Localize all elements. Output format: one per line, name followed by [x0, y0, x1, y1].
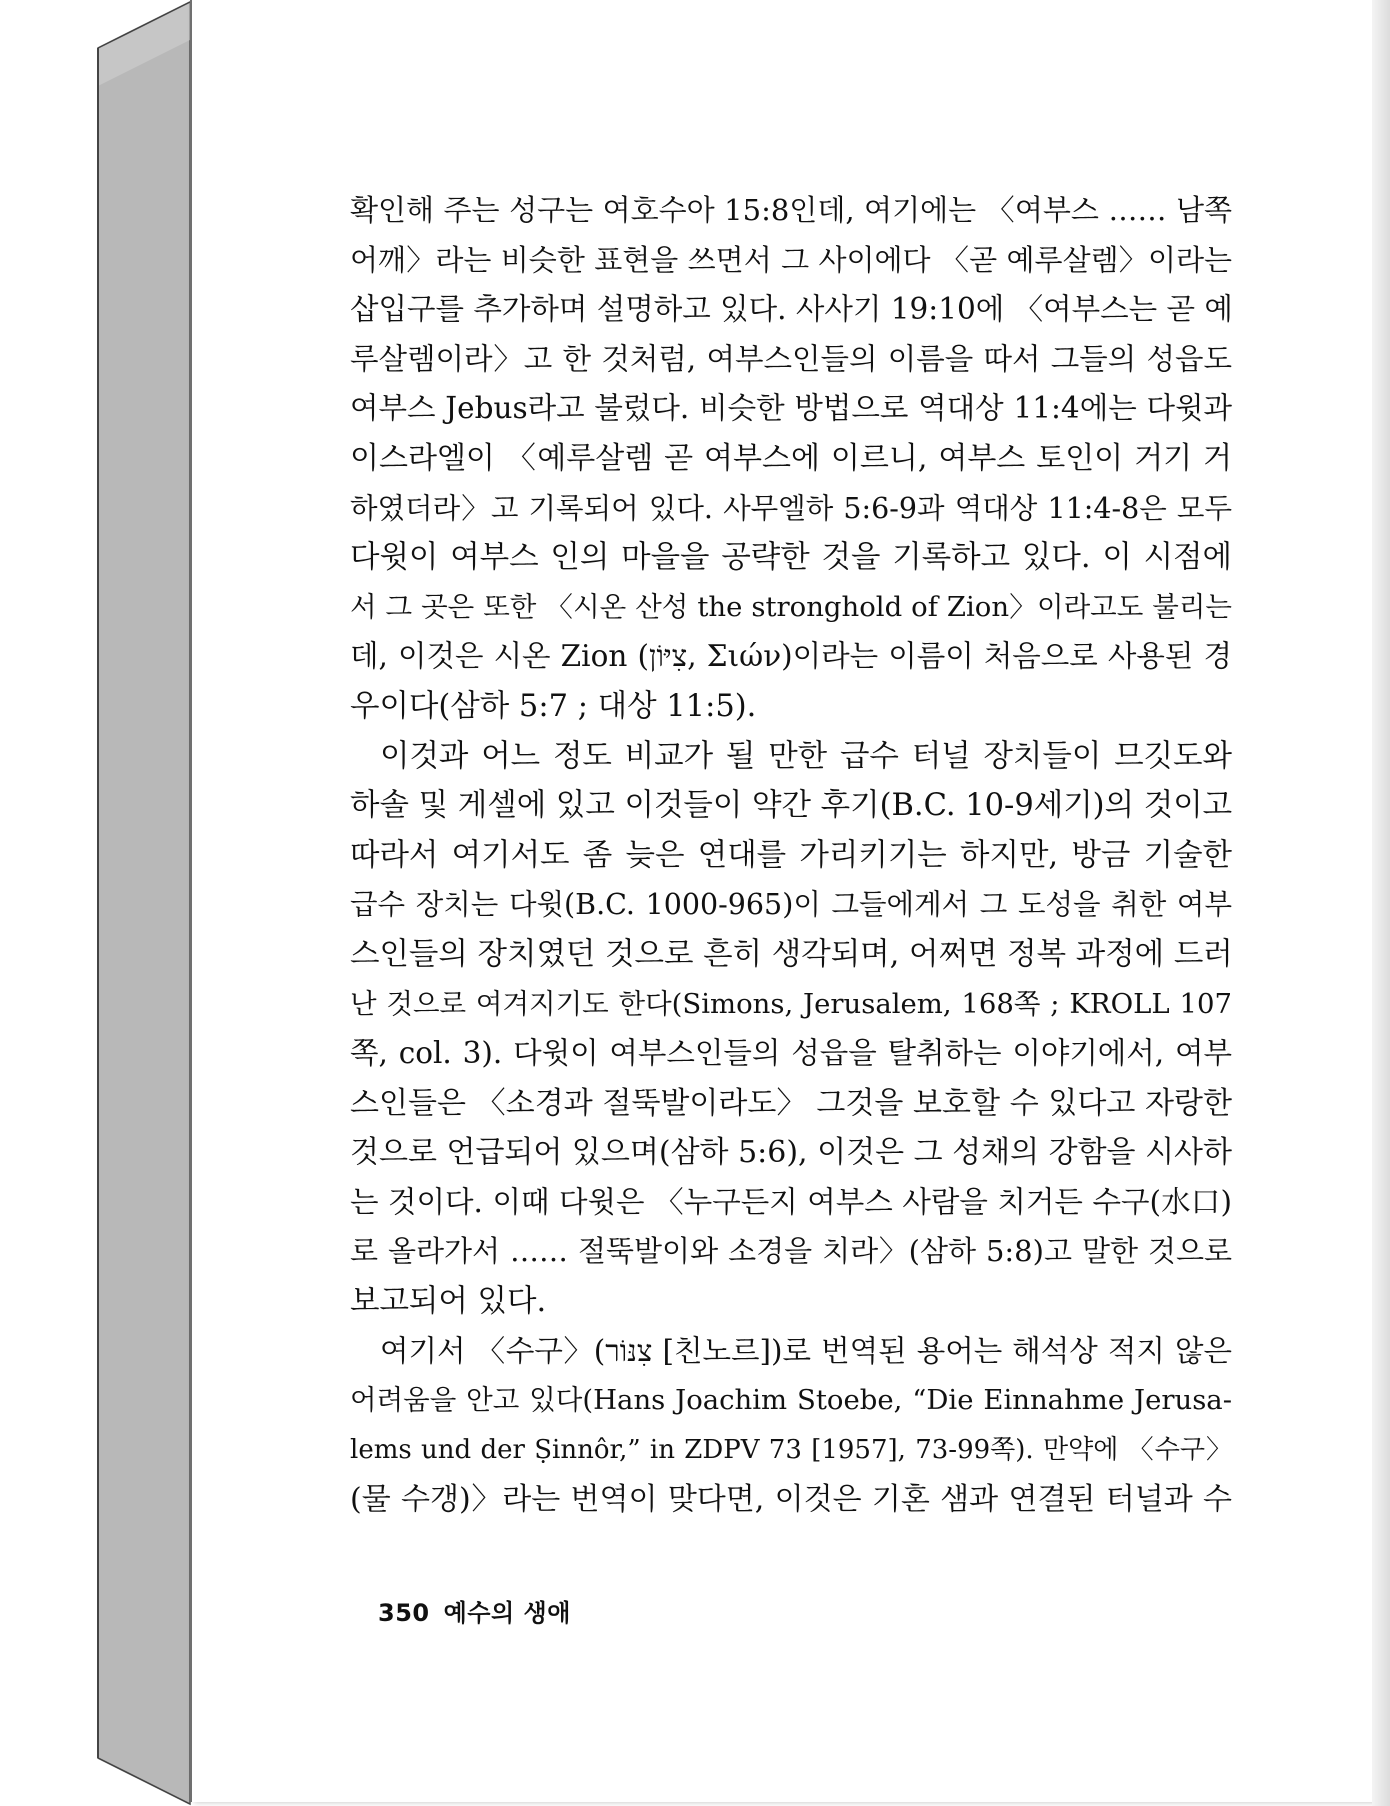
- text-line: 쪽, col. 3). 다윗이 여부스인들의 성읍을 탈취하는 이야기에서, 여부: [350, 1036, 1232, 1071]
- text-line: lems und der Ṣinnôr,” in ZDPV 73 [1957], 73-99쪽). 만약에 〈수구〉: [350, 1434, 1232, 1465]
- text-line: (물 수갱)〉라는 번역이 맞다면, 이것은 기혼 샘과 연결된 터널과 수: [350, 1482, 1232, 1518]
- text-line: 여부스 Jebus라고 불렀다. 비슷한 방법으로 역대상 11:4에는 다윗과: [350, 391, 1232, 426]
- text-line: 이스라엘이 〈예루살렘 곧 여부스에 이르니, 여부스 토인이 거기 거: [350, 440, 1232, 476]
- text-line: 확인해 주는 성구는 여호수아 15:8인데, 여기에는 〈여부스 …… 남쪽: [350, 193, 1232, 227]
- page-number: 350: [378, 1599, 430, 1627]
- text-line: 난 것으로 여겨지기도 한다(Simons, Jerusalem, 168쪽 ; KROLL 107: [350, 987, 1232, 1020]
- text-line: 다윗이 여부스 인의 마을을 공략한 것을 기록하고 있다. 이 시점에: [350, 540, 1232, 576]
- text-line: 로 올라가서 …… 절뚝발이와 소경을 치라〉(삼하 5:8)고 말한 것으로: [350, 1234, 1232, 1269]
- text-line: 하솔 및 게셀에 있고 이것들이 약간 후기(B.C. 10-9세기)의 것이고: [350, 788, 1233, 824]
- text-line: 따라서 여기서도 좀 늦은 연대를 가리키기는 하지만, 방금 기술한: [350, 837, 1232, 873]
- text-line: 하였더라〉고 기록되어 있다. 사무엘하 5:6-9과 역대상 11:4-8은 모두: [350, 491, 1232, 525]
- text-line: 것으로 언급되어 있으며(삼하 5:6), 이것은 그 성채의 강함을 시사하: [350, 1135, 1233, 1171]
- text-line: 루살렘이라〉고 한 것처럼, 여부스인들의 이름을 따서 그들의 성읍도: [350, 341, 1232, 376]
- text-line: 어깨〉라는 비슷한 표현을 쓰면서 그 사이에다 〈곧 예루살렘〉이라는: [350, 242, 1232, 277]
- text-line: 서 그 곳은 또한 〈시온 산성 the stronghold of Zion〉이라고도 불리는: [350, 590, 1232, 623]
- text-line: 보고되어 있다.: [350, 1284, 547, 1320]
- text-line: 스인들의 장치였던 것으로 흔히 생각되며, 어쩌면 정복 과정에 드러: [350, 936, 1233, 972]
- text-line: 급수 장치는 다윗(B.C. 1000-965)이 그들에게서 그 도성을 취한 여부: [350, 888, 1232, 922]
- text-line: 이것과 어느 정도 비교가 될 만한 급수 터널 장치들이 므깃도와: [380, 738, 1232, 774]
- page-footer: [378, 1593, 571, 1628]
- page-body-text: [350, 186, 1232, 1525]
- text-line: 삽입구를 추가하며 설명하고 있다. 사사기 19:10에 〈여부스는 곧 예: [350, 292, 1233, 327]
- text-line: 여기서 〈수구〉(צִנּוֹר [친노르])로 번역된 용어는 해석상 적지 않은: [380, 1333, 1232, 1368]
- text-line: 는 것이다. 이때 다윗은 〈누구든지 여부스 사람을 치거든 수구(水口): [350, 1184, 1232, 1219]
- text-line: 데, 이것은 시온 Zion (צִיּוֹן, Σιών)이라는 이름이 처음으로 사용된 경: [350, 639, 1232, 674]
- running-title: 예수의 생애: [443, 1599, 571, 1627]
- text-line: 우이다(삼하 5:7 ; 대상 11:5).: [350, 688, 757, 724]
- page-edge: [1372, 0, 1390, 1806]
- text-line: 어려움을 안고 있다(Hans Joachim Stoebe, “Die Einnahme Jerusa-: [350, 1384, 1232, 1417]
- text-line: 스인들은 〈소경과 절뚝발이라도〉 그것을 보호할 수 있다고 자랑한: [350, 1085, 1232, 1121]
